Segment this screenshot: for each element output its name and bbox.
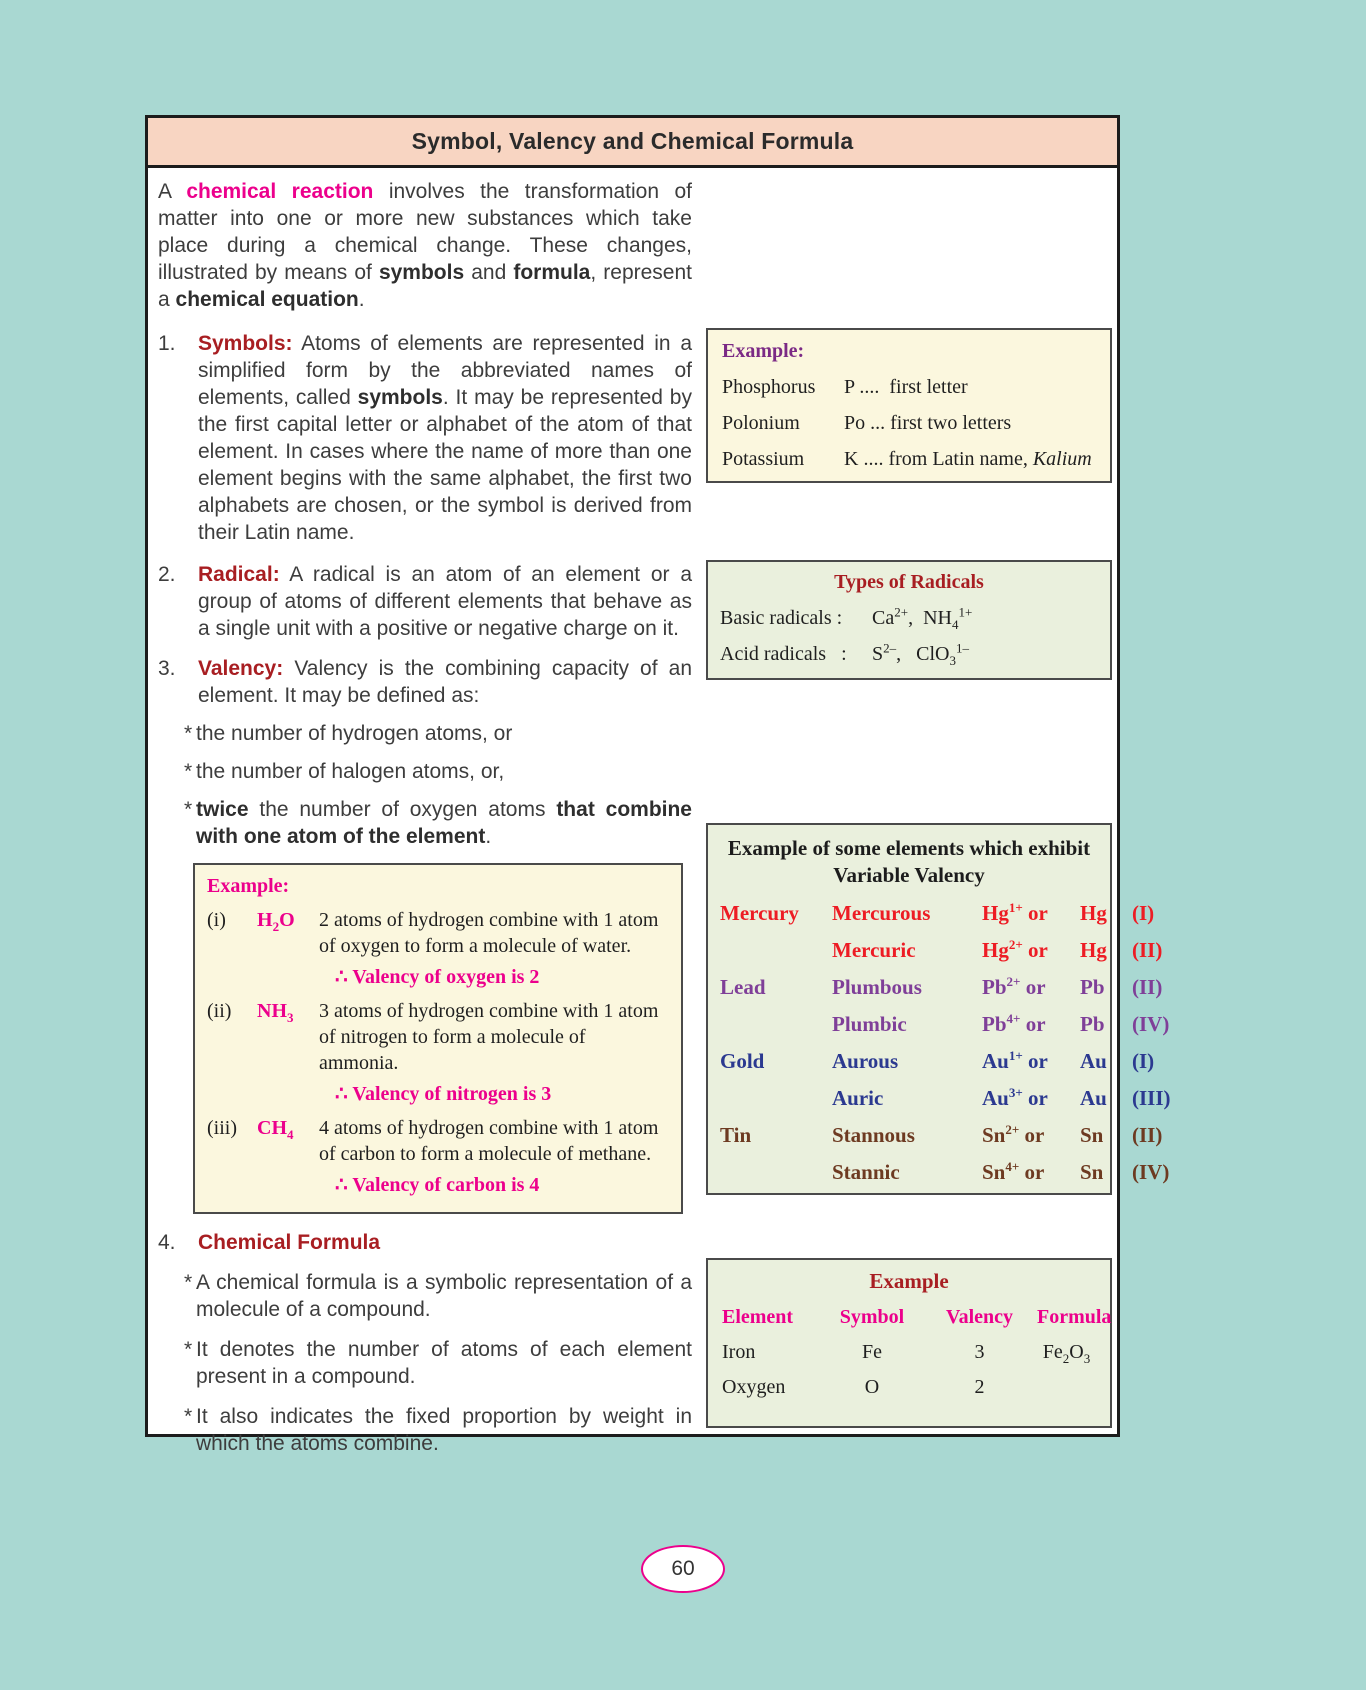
symbol-derivation: P .... first letter bbox=[844, 376, 968, 398]
bullet-text: the number of halogen atoms, or, bbox=[196, 760, 505, 783]
title-line-1: Example of some elements which exhibit bbox=[727, 836, 1091, 860]
radical-examples: $S^{2-}$, ClO$_3^{1-}$ bbox=[872, 640, 969, 668]
vv-row-aurous bbox=[720, 1048, 1155, 1074]
section-heading-chemical-formula: Chemical Formula bbox=[198, 1231, 381, 1254]
bullet-star: * bbox=[184, 722, 193, 745]
example-item-desc: 3 atoms of hydrogen combine with 1 atom of nitrogen to form a molecule of ammonia. bbox=[319, 1000, 659, 1074]
vv-element: Tin bbox=[720, 1123, 752, 1147]
vv-symbol: Pb bbox=[1080, 975, 1105, 999]
vv-row-stannic bbox=[720, 1159, 1170, 1185]
page-title: Symbol, Valency and Chemical Formula bbox=[411, 128, 854, 154]
valency-bullet-hydrogen bbox=[158, 720, 692, 747]
intro-bold-chemical-equation: chemical equation bbox=[175, 288, 359, 311]
vv-roman: (II) bbox=[1132, 1123, 1163, 1147]
radicals-box-title: Types of Radicals bbox=[834, 571, 984, 593]
vv-ion: $Pb^{4+}$ or bbox=[982, 1011, 1046, 1036]
bullet-text: It also indicates the fixed proportion by weight in which the atoms combine. bbox=[196, 1405, 692, 1455]
symbol-row-phosphorus bbox=[722, 376, 1096, 399]
bullet-star: * bbox=[184, 1338, 193, 1361]
left-column bbox=[158, 174, 692, 1457]
symbol-derivation: Po ... first two letters bbox=[844, 412, 1012, 434]
vv-variant: Mercuric bbox=[832, 938, 916, 962]
symbol-example-box bbox=[706, 328, 1112, 483]
intro-highlight-chemical-reaction: chemical reaction bbox=[186, 180, 374, 203]
element-name: Potassium bbox=[722, 448, 805, 470]
cell-valency: 3 bbox=[974, 1341, 985, 1363]
formula-example-box bbox=[706, 1258, 1112, 1428]
radical-type-label: Acid radicals : bbox=[720, 643, 847, 665]
vv-roman: (I) bbox=[1132, 1049, 1155, 1073]
vv-roman: (IV) bbox=[1132, 1012, 1170, 1036]
vv-symbol: Pb bbox=[1080, 1012, 1105, 1036]
example-item-label: (i) bbox=[207, 909, 226, 931]
vv-symbol: Au bbox=[1080, 1086, 1107, 1110]
types-of-radicals-box bbox=[706, 560, 1112, 680]
formula-nh3: $NH_3$ bbox=[257, 1000, 294, 1025]
section-body bbox=[198, 1229, 692, 1256]
intro-text: involves the transformation of matter into one or more new substances which take place during a chemical change. These changes, illustrated by means of bbox=[158, 180, 692, 284]
col-header-symbol: Symbol bbox=[839, 1306, 905, 1328]
radical-examples: $Ca^{2+}$, $NH_4^{1+}$ bbox=[872, 604, 973, 632]
vv-ion: $Sn^{4+}$ or bbox=[982, 1159, 1045, 1184]
vv-row-auric bbox=[720, 1085, 1171, 1111]
vv-ion: $Pb^{2+}$ or bbox=[982, 974, 1046, 999]
section-body bbox=[198, 561, 692, 642]
vv-row-mercurous bbox=[720, 900, 1155, 926]
header-bar bbox=[148, 118, 1117, 168]
section-number: 4. bbox=[158, 1231, 176, 1254]
bullet-text: the number of hydrogen atoms, or bbox=[196, 722, 513, 745]
col-header-formula: Formula bbox=[1037, 1306, 1112, 1328]
vv-row-plumbous bbox=[720, 974, 1163, 1000]
cell-formula bbox=[1037, 1376, 1096, 1399]
vv-element: Gold bbox=[720, 1049, 765, 1073]
bullet-star: * bbox=[184, 798, 193, 821]
vv-row-mercuric bbox=[720, 937, 1163, 963]
vv-row-plumbic bbox=[720, 1011, 1170, 1037]
vv-variant: Plumbic bbox=[832, 1012, 907, 1036]
vv-ion: $Au^{3+}$ or bbox=[982, 1085, 1048, 1110]
section-valency bbox=[158, 655, 692, 709]
vv-variant: Stannic bbox=[832, 1160, 900, 1184]
section-text: . It may be represented by the first capital letter or alphabet of the atom of that element. In cases where the name of more than one element begins with the same alphabet, the first two alphabets are chosen, or the symbol is derived from their Latin name. bbox=[198, 386, 692, 544]
bullet-text: A chemical formula is a symbolic representation of a molecule of a compound. bbox=[196, 1271, 692, 1321]
col-header-element: Element bbox=[722, 1306, 794, 1328]
element-name: Phosphorus bbox=[722, 376, 816, 398]
example-item-label: (iii) bbox=[207, 1117, 237, 1139]
vv-symbol: Sn bbox=[1080, 1123, 1104, 1147]
bullet-star: * bbox=[184, 1271, 193, 1294]
symbol-derivation: K .... from Latin name, Kalium bbox=[844, 448, 1092, 470]
intro-paragraph bbox=[158, 178, 692, 313]
example-conclusion-oxygen: ∴ Valency of oxygen is 2 bbox=[335, 966, 540, 988]
col-header-valency: Valency bbox=[945, 1306, 1014, 1328]
title-line-2: Variable Valency bbox=[833, 863, 985, 887]
element-name: Polonium bbox=[722, 412, 800, 434]
bullet-bold-combine: that combine with one atom of the element bbox=[196, 798, 692, 848]
intro-text: . bbox=[358, 288, 365, 311]
section-bold-symbols: symbols bbox=[357, 386, 443, 409]
example-item-water bbox=[207, 907, 669, 959]
cell-valency: 2 bbox=[974, 1376, 985, 1398]
vv-element bbox=[720, 937, 832, 963]
symbol-example-title: Example: bbox=[722, 340, 805, 362]
formula-h2o: $H_2O$ bbox=[257, 909, 295, 934]
variable-valency-box bbox=[706, 823, 1171, 1195]
intro-bold-formula: formula bbox=[513, 261, 591, 284]
section-text: Valency is the combining capacity of an element. It may be defined as: bbox=[198, 657, 692, 707]
page-number: 60 bbox=[671, 1557, 695, 1580]
example-item-methane bbox=[207, 1115, 669, 1167]
intro-text: , represent a bbox=[158, 261, 692, 311]
formula-row-oxygen bbox=[722, 1376, 1096, 1399]
vv-roman: (I) bbox=[1132, 901, 1155, 925]
bullet-star: * bbox=[184, 760, 193, 783]
section-symbols bbox=[158, 330, 692, 546]
radical-type-label: Basic radicals : bbox=[720, 607, 843, 629]
cell-symbol: Fe bbox=[862, 1341, 882, 1363]
variable-valency-title bbox=[720, 835, 1098, 889]
section-text: Atoms of elements are represented in a simplified form by the abbreviated names of elements, called bbox=[198, 332, 692, 409]
section-text: A radical is an atom of an element or a group of atoms of different elements that behave as a single unit with a positive or negative charge on it. bbox=[198, 563, 692, 640]
cell-element: Iron bbox=[722, 1341, 756, 1363]
bullet-bold-twice: twice bbox=[196, 798, 249, 821]
cf-bullet-proportion bbox=[158, 1403, 692, 1457]
vv-ion: $Au^{1+}$ or bbox=[982, 1048, 1048, 1073]
vv-symbol: Hg bbox=[1080, 938, 1107, 962]
section-heading-radical: Radical: bbox=[198, 563, 280, 586]
vv-ion: $Hg^{2+}$ or bbox=[982, 937, 1048, 962]
bullet-text bbox=[196, 796, 692, 850]
vv-element: Lead bbox=[720, 975, 766, 999]
vv-roman: (II) bbox=[1132, 938, 1163, 962]
example-conclusion-nitrogen: ∴ Valency of nitrogen is 3 bbox=[335, 1083, 552, 1105]
section-number: 2. bbox=[158, 563, 176, 586]
example-item-label: (ii) bbox=[207, 1000, 232, 1022]
section-radical bbox=[158, 561, 692, 642]
intro-bold-symbols: symbols bbox=[378, 261, 465, 284]
vv-variant: Aurous bbox=[832, 1049, 899, 1073]
vv-symbol: Sn bbox=[1080, 1160, 1104, 1184]
section-chemical-formula bbox=[158, 1229, 692, 1256]
vv-variant: Plumbous bbox=[832, 975, 922, 999]
valency-bullet-oxygen bbox=[158, 796, 692, 850]
intro-text: A bbox=[158, 180, 187, 203]
vv-row-stannous bbox=[720, 1122, 1163, 1148]
vv-roman: (IV) bbox=[1132, 1160, 1170, 1184]
bullet-text: the number of oxygen atoms bbox=[248, 798, 557, 821]
vv-symbol: Hg bbox=[1080, 901, 1107, 925]
section-body bbox=[198, 655, 692, 709]
vv-variant: Mercurous bbox=[832, 901, 931, 925]
formula-table-header bbox=[722, 1306, 1112, 1329]
acid-radicals-row bbox=[720, 640, 1098, 668]
vv-element bbox=[720, 1011, 832, 1037]
page-number-oval bbox=[641, 1545, 725, 1593]
example-box-title: Example: bbox=[207, 875, 290, 897]
bullet-text: It denotes the number of atoms of each element present in a compound. bbox=[196, 1338, 692, 1388]
vv-element bbox=[720, 1085, 832, 1111]
cf-bullet-symbolic bbox=[158, 1269, 692, 1323]
vv-element: Mercury bbox=[720, 901, 799, 925]
example-item-desc: 4 atoms of hydrogen combine with 1 atom of carbon to form a molecule of methane. bbox=[319, 1117, 659, 1165]
section-body bbox=[198, 330, 692, 546]
cell-formula: $Fe_2O_3$ bbox=[1042, 1341, 1091, 1366]
vv-variant: Auric bbox=[832, 1086, 884, 1110]
valency-bullet-halogen bbox=[158, 758, 692, 785]
example-item-ammonia bbox=[207, 998, 669, 1076]
formula-ch4: $CH_4$ bbox=[257, 1117, 294, 1142]
cell-element: Oxygen bbox=[722, 1376, 786, 1398]
valency-example-box bbox=[193, 863, 683, 1214]
vv-variant: Stannous bbox=[832, 1123, 915, 1147]
vv-symbol: Au bbox=[1080, 1049, 1107, 1073]
bullet-star: * bbox=[184, 1405, 193, 1428]
example-item-desc: 2 atoms of hydrogen combine with 1 atom of oxygen to form a molecule of water. bbox=[319, 909, 659, 957]
section-heading-valency: Valency: bbox=[198, 657, 284, 680]
basic-radicals-row bbox=[720, 604, 1098, 632]
section-number: 1. bbox=[158, 332, 176, 355]
vv-ion: $Hg^{1+}$ or bbox=[982, 900, 1048, 925]
symbol-row-potassium bbox=[722, 448, 1096, 471]
vv-roman: (II) bbox=[1132, 975, 1163, 999]
cf-bullet-denotes bbox=[158, 1336, 692, 1390]
vv-ion: $Sn^{2+}$ or bbox=[982, 1122, 1045, 1147]
bullet-text: . bbox=[485, 825, 492, 848]
cell-symbol: O bbox=[864, 1376, 880, 1398]
section-heading-symbols: Symbols: bbox=[198, 332, 293, 355]
intro-text: and bbox=[464, 261, 514, 284]
formula-example-title: Example bbox=[869, 1269, 949, 1293]
vv-roman: (III) bbox=[1132, 1086, 1171, 1110]
example-conclusion-carbon: ∴ Valency of carbon is 4 bbox=[335, 1174, 540, 1196]
body-wrap bbox=[148, 168, 1171, 1455]
section-number: 3. bbox=[158, 657, 176, 680]
content-box bbox=[145, 115, 1171, 1455]
formula-row-iron bbox=[722, 1341, 1096, 1364]
symbol-row-polonium bbox=[722, 412, 1096, 435]
vv-element bbox=[720, 1159, 832, 1185]
